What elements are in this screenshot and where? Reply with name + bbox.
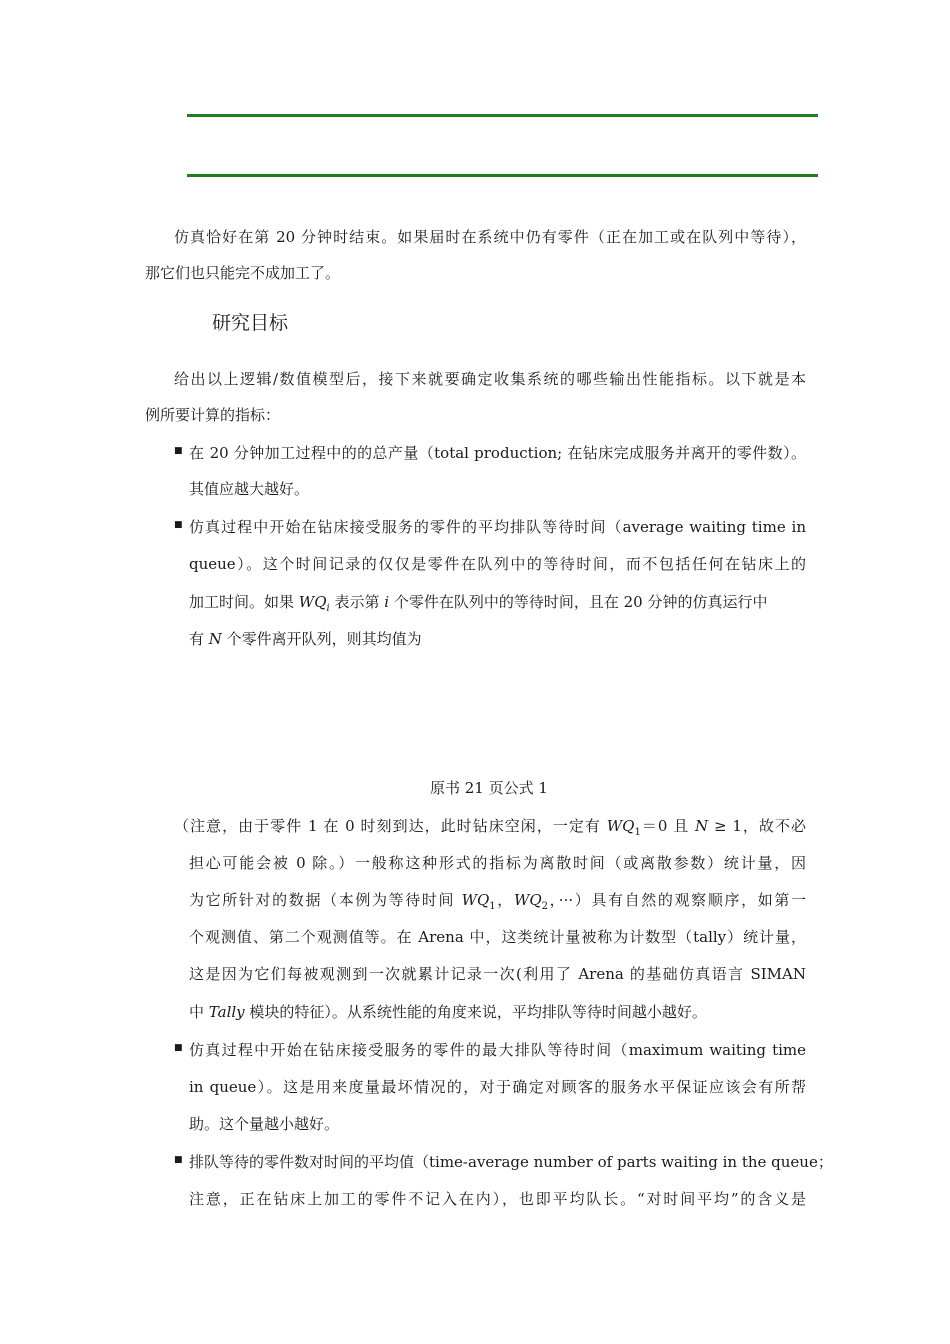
bullet1-line-2: 其值应越大越好。 (189, 480, 310, 498)
intro-line-1: 仿真恰好在第 20 分钟时结束。如果届时在系统中仍有零件（正在加工或在队列中等待）， (174, 228, 806, 246)
text-run: ＝0 且 (640, 817, 696, 835)
bullet2-line-2: queue）。这个时间记录的仅仅是零件在队列中的等待时间，而不包括任何在钻床上的 (189, 555, 806, 573)
text-run: 个零件离开队列，则其均值为 (221, 630, 422, 648)
variable-n: N (695, 817, 709, 835)
text-run: ≥ 1，故不必 (708, 817, 806, 835)
note-line-6 (189, 1001, 707, 1022)
text-run: 表示第 (329, 593, 385, 611)
variable-wq: WQ (461, 891, 490, 909)
bullet2-line-4 (189, 628, 422, 649)
bullet3-line-3: 助。这个量越小越好。 (189, 1115, 340, 1133)
text-run: （注意，由于零件 1 在 0 时刻到达，此时钻床空闲，一定有 (174, 817, 607, 835)
variable-wq: WQ (606, 817, 635, 835)
header-rule-top (187, 114, 818, 117)
bullet3-line-2: in queue）。这是用来度量最坏情况的，对于确定对顾客的服务水平保证应该会有所帮 (189, 1078, 806, 1096)
note-line-4: 个观测值、第二个观测值等。在 Arena 中，这类统计量被称为计数型（tally）统计量， (189, 928, 806, 946)
subscript-1: 1 (489, 901, 496, 912)
intro-line-2: 那它们也只能完不成加工了。 (145, 264, 341, 282)
text-run: 中 (189, 1003, 209, 1021)
text-run: ， (495, 891, 514, 909)
text-run: 有 (189, 630, 209, 648)
section-heading: 研究目标 (212, 312, 289, 334)
text-run: 为它所针对的数据（本例为等待时间 (189, 891, 462, 909)
variable-i: i (384, 593, 390, 611)
bullet-marker: ■ (174, 1155, 183, 1165)
text-run: 模块的特征）。从系统性能的角度来说，平均排队等待时间越小越好。 (244, 1003, 707, 1021)
subscript-1: 1 (634, 827, 641, 838)
bullet-marker: ■ (174, 520, 183, 530)
lead-line-2: 例所要计算的指标： (145, 406, 281, 424)
bullet3-line-1: 仿真过程中开始在钻床接受服务的零件的最大排队等待时间（maximum waiting time (189, 1041, 806, 1059)
formula-caption: 原书 21 页公式 1 (430, 779, 548, 797)
note-line-2: 担心可能会被 0 除。）一般称这种形式的指标为离散时间（或离散参数）统计量，因 (189, 854, 806, 872)
text-run: ，···）具有自然的观察顺序，如第一 (548, 891, 806, 909)
subscript-i: i (326, 603, 330, 614)
variable-wq: WQ (513, 891, 542, 909)
lead-line-1: 给出以上逻辑/数值模型后，接下来就要确定收集系统的哪些输出性能指标。以下就是本 (174, 370, 806, 388)
note-line-3 (189, 889, 806, 912)
subscript-2: 2 (541, 901, 549, 912)
bullet2-line-3 (189, 591, 767, 614)
text-run: 加工时间。如果 (189, 593, 299, 611)
bullet-marker: ■ (174, 446, 183, 456)
tally-term: Tally (208, 1003, 245, 1021)
text-run: 个零件在队列中的等待时间，且在 20 分钟的仿真运行中 (389, 593, 768, 611)
bullet2-line-1: 仿真过程中开始在钻床接受服务的零件的平均排队等待时间（average waiting time in (189, 518, 806, 536)
bullet-marker: ■ (174, 1043, 183, 1053)
bullet4-line-2: 注意，正在钻床上加工的零件不记入在内），也即平均队长。“对时间平均”的含义是 (189, 1190, 806, 1208)
note-line-5: 这是因为它们每被观测到一次就累计记录一次(利用了 Arena 的基础仿真语言 SIMAN (189, 965, 806, 983)
bullet1-line-1: 在 20 分钟加工过程中的的总产量（total production; 在钻床完成服务并离开的零件数）。 (189, 444, 806, 462)
variable-wq: WQ (298, 593, 327, 611)
note-line-1 (174, 815, 806, 838)
header-rule-bottom (187, 174, 818, 177)
variable-n: N (208, 630, 222, 648)
bullet4-line-1: 排队等待的零件数对时间的平均值（time-average number of parts waiting in the queue； (189, 1153, 833, 1171)
